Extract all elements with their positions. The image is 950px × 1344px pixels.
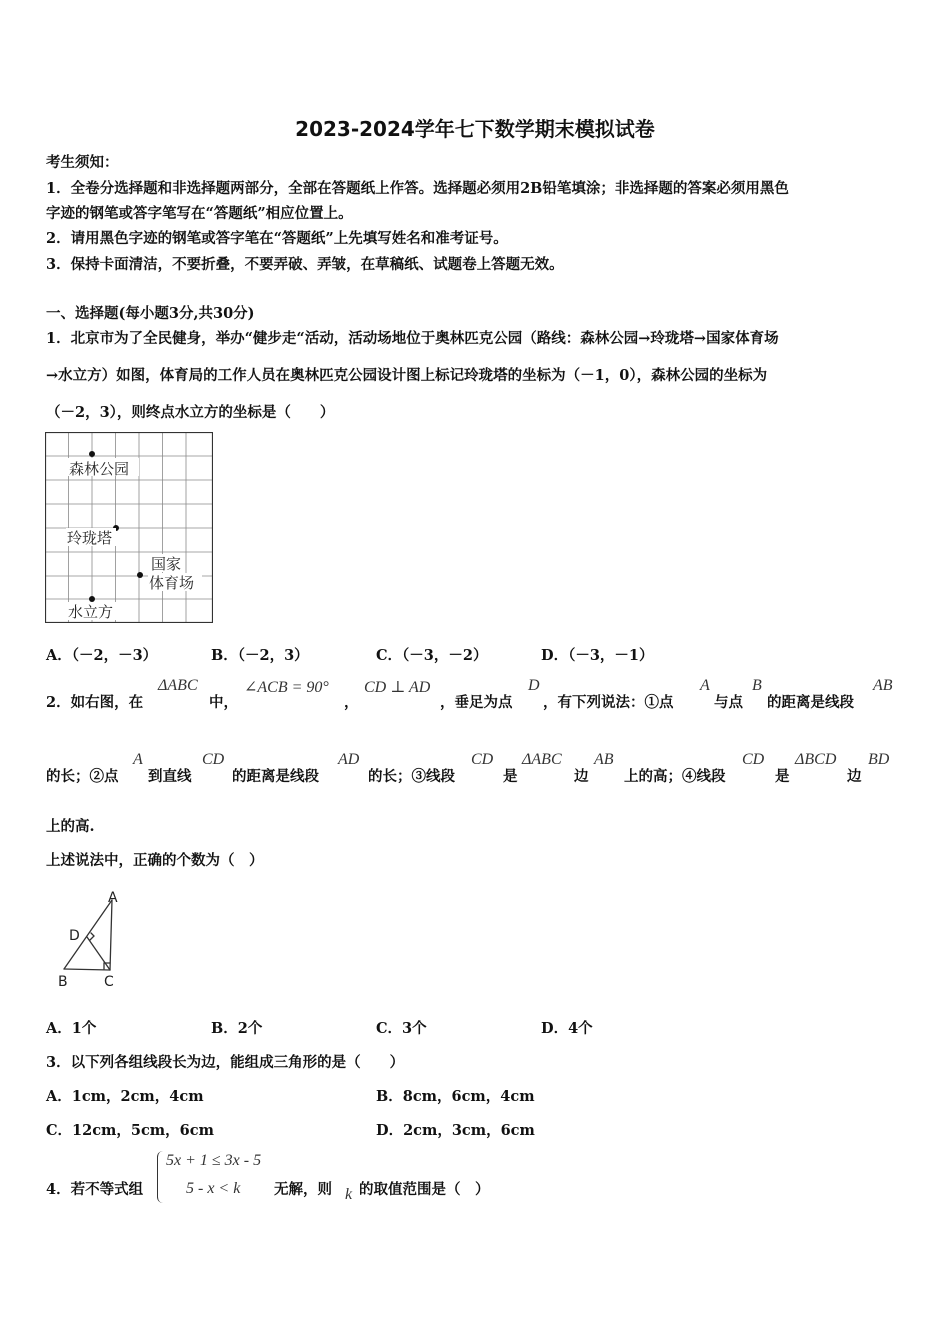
notice-heading: 考生须知：: [46, 154, 119, 171]
q2-math: B: [752, 677, 762, 694]
notice-line: 1．全卷分选择题和非选择题两部分，全部在答题纸上作答。选择题必须用2B铅笔填涂；非选择题的答案必须用黑色: [46, 180, 789, 197]
q2-option-d: D．4个: [541, 1020, 593, 1037]
q4-inequality-1: 5x + 1 ≤ 3x - 5: [166, 1152, 262, 1169]
water-cube-point: [89, 596, 95, 602]
q2-option-c: C．3个: [376, 1020, 427, 1037]
vertex-b-label: B: [58, 974, 68, 990]
q2-text: 2．如右图，在: [46, 694, 144, 711]
q2-text: 的距离是线段: [767, 694, 854, 711]
q2-option-b: B．2个: [211, 1020, 263, 1037]
question-3-text: 3．以下列各组线段长为边，能组成三角形的是（ ）: [46, 1054, 405, 1071]
question-1-text: →水立方）如图，体育局的工作人员在奥林匹克公园设计图上标记玲珑塔的坐标为（－1，0），森林公园的坐标为: [46, 367, 768, 384]
q2-math: A: [700, 677, 710, 694]
q2-text: 的长；②点: [46, 768, 119, 785]
q2-math: ∠ACB = 90°: [244, 679, 329, 696]
question-1-text: （－2，3），则终点水立方的坐标是（ ）: [46, 404, 335, 421]
q2-text: 的长；③线段: [368, 768, 455, 785]
q4-text: 无解，则: [274, 1181, 332, 1198]
q3-option-a: A．1cm，2cm，4cm: [46, 1088, 204, 1105]
side-ac: [110, 900, 112, 970]
tower-label: 玲珑塔: [67, 529, 113, 547]
q2-text: 的距离是线段: [232, 768, 319, 785]
q4-text: 的取值范围是（ ）: [359, 1181, 490, 1198]
q2-text: 中，: [209, 694, 238, 711]
q2-math: ΔABC: [522, 751, 562, 768]
page-title: 2023-2024学年七下数学期末模拟试卷: [295, 117, 655, 141]
q2-text: 上述说法中，正确的个数为（ ）: [46, 852, 264, 869]
q1-option-b: B．（－2，3）: [211, 647, 309, 664]
q2-text: ，有下列说法：①点: [543, 694, 674, 711]
vertex-c-label: C: [104, 974, 114, 990]
q2-math: BD: [868, 751, 890, 768]
forest-park-point: [89, 451, 95, 457]
vertex-a-label: A: [108, 890, 118, 906]
point-d-label: D: [69, 928, 80, 944]
stadium-point: [137, 572, 143, 578]
q2-math: AD: [338, 751, 360, 768]
notice-line: 字迹的钢笔或答字笔写在“答题纸”相应位置上。: [46, 205, 353, 222]
q3-option-d: D．2cm，3cm，6cm: [376, 1122, 535, 1139]
q1-option-d: D．（－3，－1）: [541, 647, 654, 664]
q2-text: 边: [574, 768, 589, 785]
forest-park-label: 森林公园: [69, 460, 130, 478]
q2-math: AB: [594, 751, 614, 768]
q2-text: 是: [503, 768, 518, 785]
q3-option-c: C．12cm，5cm，6cm: [46, 1122, 214, 1139]
q2-math: CD: [742, 751, 765, 768]
q2-math: ΔBCD: [795, 751, 837, 768]
q2-option-a: A．1个: [46, 1020, 97, 1037]
q2-math: AB: [873, 677, 893, 694]
q2-text: ，垂足为点: [440, 694, 513, 711]
stadium-label-2: 体育场: [149, 574, 195, 592]
q2-text: 到直线: [148, 768, 192, 785]
q2-text: 上的高.: [46, 818, 95, 835]
q2-text: 是: [775, 768, 790, 785]
park-grid-figure: [45, 432, 213, 623]
q4-text: 4．若不等式组: [46, 1181, 144, 1198]
triangle-figure: [50, 890, 130, 990]
q2-math: CD ⊥ AD: [364, 679, 431, 696]
q1-option-c: C．（－3，－2）: [376, 647, 488, 664]
water-cube-label: 水立方: [68, 603, 114, 621]
side-bc: [64, 969, 110, 970]
q2-math: A: [133, 751, 143, 768]
q2-math: ΔABC: [158, 677, 198, 694]
q1-option-a: A．（－2，－3）: [46, 647, 158, 664]
q2-text: ，: [344, 694, 359, 711]
q2-text: 上的高；④线段: [624, 768, 726, 785]
q2-math: CD: [202, 751, 225, 768]
system-brace: [157, 1151, 166, 1203]
notice-line: 3．保持卡面清洁，不要折叠，不要弄破、弄皱，在草稿纸、试题卷上答题无效。: [46, 256, 564, 273]
altitude-cd: [87, 937, 110, 970]
q2-math: CD: [471, 751, 494, 768]
notice-line: 2．请用黑色字迹的钢笔或答字笔在“答题纸”上先填写姓名和准考证号。: [46, 230, 508, 247]
q3-option-b: B．8cm，6cm，4cm: [376, 1088, 535, 1105]
question-1-text: 1．北京市为了全民健身，举办“健步走“活动，活动场地位于奥林匹克公园（路线：森林公园→玲珑塔→国家体育场: [46, 330, 779, 347]
section-heading: 一、选择题(每小题3分,共30分): [46, 305, 255, 322]
stadium-label-1: 国家: [151, 555, 182, 573]
q4-variable: k: [345, 1186, 353, 1203]
q2-text: 与点: [714, 694, 743, 711]
q2-math: D: [528, 677, 540, 694]
q4-inequality-2: 5 - x < k: [186, 1180, 241, 1197]
q2-text: 边: [847, 768, 862, 785]
